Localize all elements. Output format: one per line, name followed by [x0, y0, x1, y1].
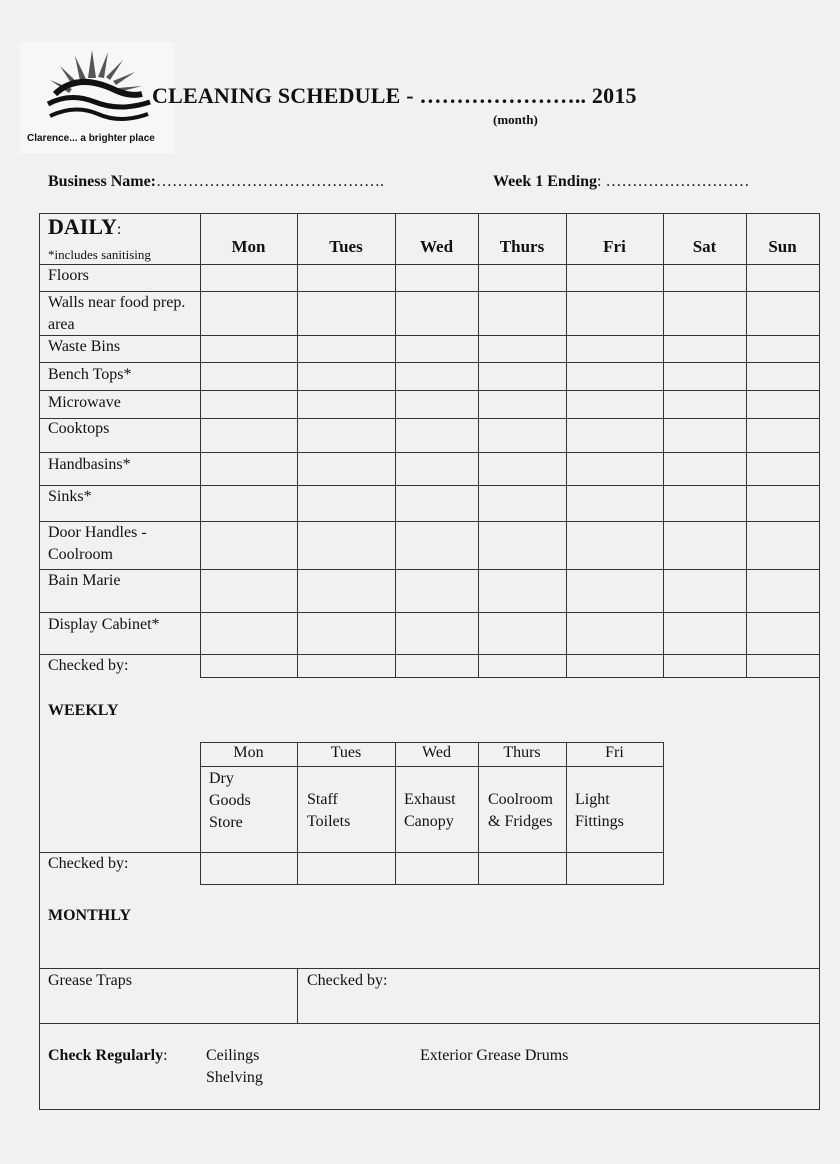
weekly-task: Staff Toilets — [307, 791, 351, 830]
daily-gridline — [39, 485, 820, 486]
outer-border-left — [39, 213, 40, 1110]
logo-tagline: Clarence... a brighter place — [27, 133, 155, 144]
weekly-day-header: Thurs — [503, 744, 541, 761]
weekly-day-header: Tues — [330, 744, 362, 761]
daily-day-header: Tues — [329, 237, 363, 256]
daily-day-header: Sun — [768, 237, 797, 256]
daily-gridline — [297, 213, 298, 677]
daily-checked-by: Checked by: — [48, 657, 129, 674]
page-title: CLEANING SCHEDULE - ………………….. 2015 — [152, 83, 637, 108]
daily-row-label: Sinks* — [48, 488, 92, 505]
weekly-gridline — [200, 742, 201, 885]
daily-gridline — [39, 654, 820, 655]
weekly-gridline — [39, 852, 664, 853]
check-regularly-text: Check Regularly — [48, 1047, 164, 1064]
weekly-task: Light Fittings — [575, 791, 624, 830]
daily-row-label: Microwave — [48, 394, 121, 411]
daily-gridline — [39, 612, 820, 613]
daily-row-label: Waste Bins — [48, 338, 121, 355]
weekly-gridline — [200, 766, 664, 767]
monthly-gridline — [39, 1023, 820, 1024]
weekly-gridline — [297, 742, 298, 885]
daily-row-label: Door Handles - Coolroom — [48, 524, 147, 563]
daily-gridline — [200, 213, 201, 677]
regular-item: Exterior Grease Drums — [420, 1047, 569, 1064]
daily-gridline — [39, 452, 820, 453]
daily-day-header: Fri — [603, 237, 626, 256]
week-ending-value[interactable]: : ……………………… — [597, 173, 750, 190]
business-name-label: Business Name: — [48, 173, 157, 190]
weekly-day-header: Fri — [605, 744, 624, 761]
daily-heading-colon: : — [116, 221, 122, 238]
daily-note: *includes sanitising — [48, 247, 151, 262]
weekly-gridline — [200, 742, 664, 743]
daily-gridline — [566, 213, 567, 677]
daily-row-label: Handbasins* — [48, 456, 131, 473]
daily-gridline — [39, 264, 820, 265]
business-name-field[interactable] — [48, 173, 384, 191]
daily-gridline — [39, 569, 820, 570]
daily-gridline — [395, 213, 396, 677]
monthly-heading: MONTHLY — [48, 907, 131, 924]
regular-item: Shelving — [206, 1069, 263, 1086]
weekly-task: Dry Goods Store — [209, 770, 251, 831]
daily-row-label: Bain Marie — [48, 572, 121, 589]
daily-heading-text: DAILY — [48, 214, 117, 239]
daily-day-header: Thurs — [499, 237, 545, 256]
daily-gridline — [39, 362, 820, 363]
daily-heading — [48, 216, 121, 241]
weekly-gridline — [200, 884, 664, 885]
week-ending-field[interactable] — [493, 173, 749, 191]
page-subtitle: (month) — [493, 112, 538, 127]
daily-gridline — [200, 677, 820, 678]
outer-border-right — [819, 213, 820, 1110]
daily-row-label: Display Cabinet* — [48, 616, 160, 633]
weekly-day-header: Wed — [422, 744, 451, 761]
check-regularly-colon: : — [163, 1047, 168, 1064]
daily-gridline — [746, 213, 747, 677]
daily-row-label: Bench Tops* — [48, 366, 132, 383]
business-name-value[interactable]: ……………………………………. — [156, 173, 385, 190]
weekly-day-header: Mon — [233, 744, 264, 761]
daily-gridline — [39, 390, 820, 391]
daily-day-header: Sat — [692, 237, 717, 256]
weekly-gridline — [663, 742, 664, 885]
week-ending-label: Week 1 Ending — [493, 173, 598, 190]
check-regularly-label — [48, 1045, 168, 1067]
daily-gridline — [478, 213, 479, 677]
weekly-task: Coolroom & Fridges — [488, 791, 553, 830]
outer-border-top — [39, 213, 820, 214]
daily-day-header: Wed — [419, 237, 454, 256]
monthly-gridline — [297, 968, 298, 1024]
monthly-gridline — [39, 968, 820, 969]
weekly-gridline — [566, 742, 567, 885]
monthly-checked-by: Checked by: — [307, 972, 388, 989]
weekly-heading: WEEKLY — [48, 702, 119, 719]
weekly-gridline — [395, 742, 396, 885]
daily-row-label: Walls near food prep. area — [48, 294, 186, 333]
weekly-task: Exhaust Canopy — [404, 791, 456, 830]
daily-day-header: Mon — [231, 237, 266, 256]
outer-border-bottom — [39, 1109, 820, 1110]
daily-gridline — [39, 418, 820, 419]
monthly-task: Grease Traps — [48, 972, 132, 989]
daily-row-label: Cooktops — [48, 420, 110, 437]
weekly-gridline — [478, 742, 479, 885]
daily-gridline — [663, 213, 664, 677]
weekly-checked-by: Checked by: — [48, 855, 129, 872]
daily-row-label: Floors — [48, 267, 89, 284]
regular-item: Ceilings — [206, 1047, 260, 1064]
